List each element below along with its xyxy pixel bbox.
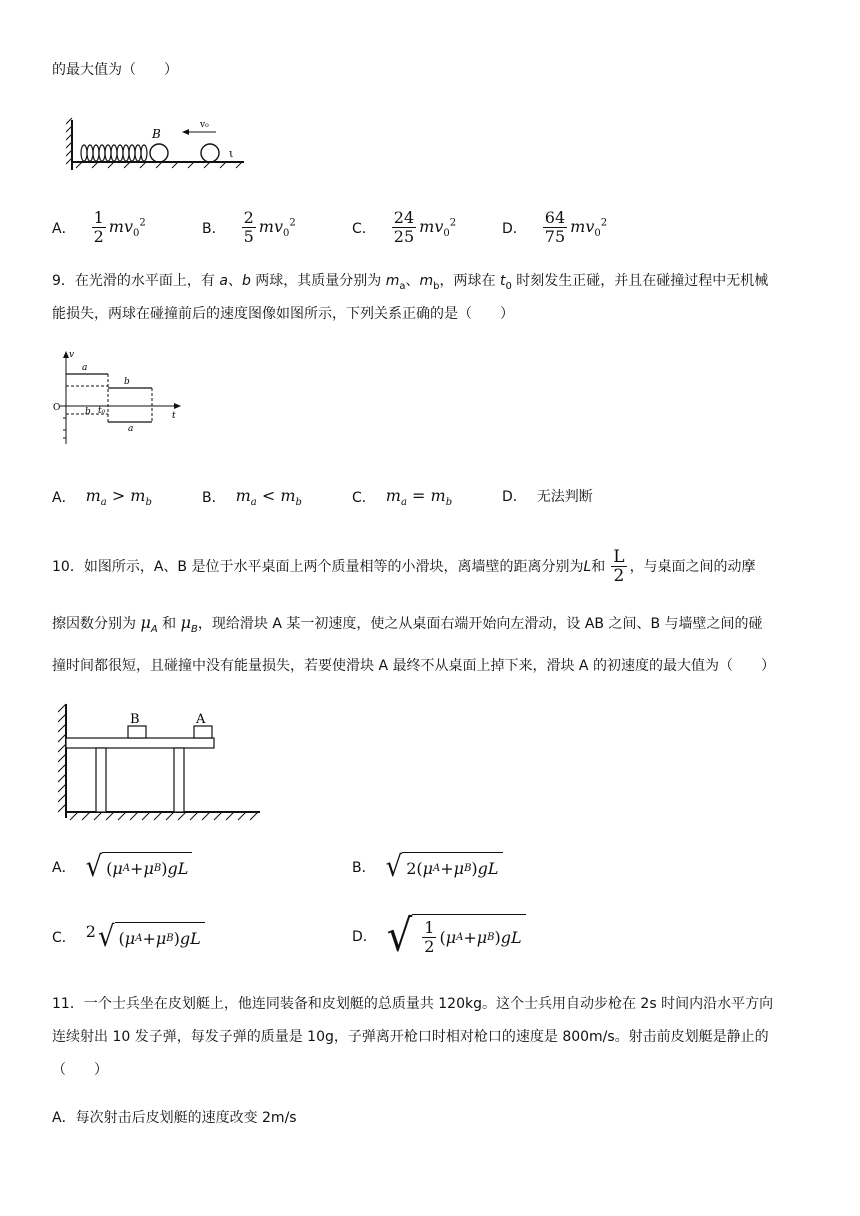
label-block-a: A bbox=[196, 712, 206, 727]
q9-stem-line2: 能损失，两球在碰撞前后的速度图像如图所示，下列关系正确的是（ ） bbox=[52, 306, 514, 322]
block-b bbox=[128, 726, 146, 738]
q8-spring-figure bbox=[66, 112, 246, 176]
label-block-b: B bbox=[130, 712, 140, 727]
q9-stem-line1: 9．在光滑的水平面上，有 a、b 两球，其质量分别为 $m_a$、$m_b$，两球在 $t_0$ 时刻发生正碰，并且在碰撞过程中无机械 bbox=[52, 273, 769, 292]
label-b-low: b bbox=[85, 407, 91, 417]
q9-option-a[interactable]: A． $m_a > m_b$ bbox=[52, 486, 152, 509]
ball-b bbox=[150, 144, 168, 162]
table-leg-right bbox=[174, 748, 184, 812]
label-t0: t₀ bbox=[98, 406, 106, 416]
q11-stem-line3: （ ） bbox=[52, 1062, 108, 1078]
q10-stem-line1: 10．如图所示，A、B 是位于水平桌面上两个质量相等的小滑块，离墙壁的距离分别为 L 和 $\frac{L}{2}$ ，与桌面之间的动摩 bbox=[52, 547, 756, 586]
q11-option-a[interactable]: A．每次射击后皮划艇的速度改变 2m/s bbox=[52, 1110, 297, 1126]
q10-option-c[interactable]: C． 2 √ ( μ A + μ B ) gL bbox=[52, 922, 205, 952]
q10-table-figure bbox=[58, 702, 264, 826]
ball-a bbox=[201, 144, 219, 162]
origin-o: O bbox=[53, 403, 61, 413]
label-a-top: a bbox=[82, 363, 88, 373]
label-b: B bbox=[152, 127, 161, 141]
q10-stem-line3: 撞时间都很短，且碰撞中没有能量损失，若要使滑块 A 最终不从桌面上掉下来，滑块 A 的初速度的最大值为（ ） bbox=[52, 658, 775, 674]
block-a bbox=[194, 726, 212, 738]
label-a-low: a bbox=[128, 424, 134, 434]
spring-coil bbox=[81, 145, 147, 161]
label-b-mid: b bbox=[124, 377, 130, 387]
q9-option-d[interactable]: D． 无法判断 bbox=[502, 489, 593, 505]
label-v0: v₀ bbox=[200, 120, 209, 130]
q9-vt-graph bbox=[52, 348, 184, 448]
q9-option-b[interactable]: B． $m_a < m_b$ bbox=[202, 486, 302, 509]
q11-stem-line1: 11．一个士兵坐在皮划艇上，他连同装备和皮划艇的总质量共 120kg。这个士兵用自动步枪在 2s 时间内沿水平方向 bbox=[52, 996, 774, 1012]
q10-option-a[interactable]: A． √ ( μ A + μ B ) gL bbox=[52, 852, 192, 882]
tabletop bbox=[66, 738, 214, 748]
axis-v: v bbox=[69, 350, 75, 360]
q10-option-b[interactable]: B． √ 2( μ A + μ B ) gL bbox=[352, 852, 503, 882]
table-leg-left bbox=[96, 748, 106, 812]
q10-option-d[interactable]: D． √ $\frac{1}{2}$ ( μ A + μ B ) gL bbox=[352, 914, 526, 958]
q8-option-d[interactable]: D． $\frac{64}{75}$ $mv_0^2$ bbox=[502, 208, 608, 246]
q8-option-a[interactable]: A． $\frac{1}{2}$ $mv_0^2$ bbox=[52, 208, 146, 246]
q11-stem-line2: 连续射出 10 发子弹，每发子弹的质量是 10g，子弹离开枪口时相对枪口的速度是 800m/s。射击前皮划艇是静止的 bbox=[52, 1029, 769, 1045]
svg-text:ι: ι bbox=[229, 147, 234, 160]
q9-option-c[interactable]: C． $m_a = m_b$ bbox=[352, 486, 453, 509]
q10-stem-line2: 擦因数分别为 $\mu_A$ 和 $\mu_B$，现给滑块 A 某一初速度，使之从桌面右端开始向左滑动，设 AB 之间、B 与墙壁之间的碰 bbox=[52, 613, 763, 635]
q8-tail: 的最大值为（ ） bbox=[52, 62, 178, 78]
axis-t: t bbox=[172, 411, 176, 421]
q8-option-b[interactable]: B． $\frac{2}{5}$ $mv_0^2$ bbox=[202, 208, 296, 246]
q8-option-c[interactable]: C． $\frac{24}{25}$ $mv_0^2$ bbox=[352, 208, 457, 246]
